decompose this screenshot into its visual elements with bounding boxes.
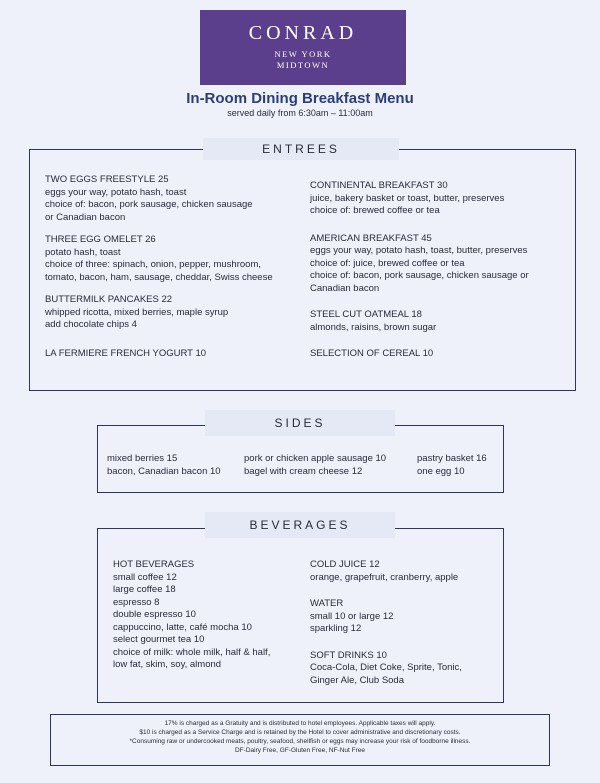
entrees-heading: ENTREES [203,138,399,160]
footer-line: $10 is charged as a Service Charge and is retained by the Hotel to cover administrative and discretionary costs. [139,729,461,736]
logo-city-line2: MIDTOWN [276,60,330,70]
menu-item [310,180,572,218]
item-desc: small 10 or large 12 [310,610,394,622]
menu-item [45,234,300,284]
item-desc: eggs your way, potato hash, toast [45,186,187,198]
sides-column-1 [107,453,242,478]
item-desc: juice, bakery basket or toast, butter, preserves [310,192,505,204]
item-desc: whipped ricotta, mixed berries, maple syrup [45,306,229,318]
item-desc: choice of: juice, brewed coffee or tea [310,257,465,269]
beverages-heading: BEVERAGES [205,512,395,538]
sides-column-3 [417,453,502,478]
menu-item [310,348,572,361]
item-desc: double espresso 10 [113,609,196,620]
logo-city [200,49,406,71]
side-item: pastry basket 16 [417,453,487,464]
item-desc: espresso 8 [113,596,160,608]
item-name: BUTTERMILK PANCAKES 22 [45,294,173,305]
item-name: SELECTION OF CEREAL 10 [310,348,434,359]
item-name: STEEL CUT OATMEAL 18 [310,309,422,320]
beverages-left-column [113,559,308,672]
menu-item [45,348,300,361]
menu-item [310,309,572,334]
item-desc: or Canadian bacon [45,211,126,223]
item-desc: potato hash, toast [45,246,121,258]
item-desc: choice of: bacon, pork sausage, chicken sausage [45,199,253,210]
menu-item [45,294,300,332]
item-desc: choice of three: spinach, onion, pepper, mushroom, [45,259,261,270]
bev-group-soft [310,650,500,688]
item-desc: choice of: brewed coffee or tea [310,205,440,216]
item-desc: eggs your way, potato hash, toast, butter, preserves [310,245,528,256]
item-desc: low fat, skim, soy, almond [113,659,222,670]
side-item: bacon, Canadian bacon 10 [107,465,221,477]
item-desc: sparkling 12 [310,623,362,634]
item-name: TWO EGGS FREESTYLE 25 [45,174,169,185]
beverages-right-column [310,559,500,697]
side-item: bagel with cream cheese 12 [244,465,363,477]
item-desc: small coffee 12 [113,571,177,583]
item-name: AMERICAN BREAKFAST 45 [310,232,432,244]
item-name: SOFT DRINKS 10 [310,649,387,661]
entrees-left-column [45,174,300,370]
bev-group-hot [113,559,308,672]
logo-city-line1: NEW YORK [274,49,332,59]
sides-heading: SIDES [205,410,395,436]
entrees-right-column [310,180,572,371]
logo-brand: CONRAD [248,22,358,44]
item-desc: choice of milk: whole milk, half & half, [113,646,271,658]
conrad-logo [200,10,406,85]
footer-line: *Consuming raw or undercooked meats, poultry, seafood, shellfish or eggs may increase your risk of foodborne illness. [129,738,471,745]
item-desc: cappuccino, latte, café mocha 10 [113,621,252,633]
footer-line: 17% is charged as a Gratuity and is distributed to hotel employees. Applicable taxes will apply. [164,720,436,727]
item-desc: large coffee 18 [113,584,176,595]
side-item: mixed berries 15 [107,453,178,464]
item-name: HOT BEVERAGES [113,559,195,570]
item-desc: select gourmet tea 10 [113,634,205,645]
sides-column-2 [244,453,416,478]
item-desc: Ginger Ale, Club Soda [310,674,405,686]
item-name: COLD JUICE 12 [310,559,380,570]
item-desc: tomato, bacon, ham, sausage, cheddar, Swiss cheese [45,271,273,283]
item-desc: almonds, raisins, brown sugar [310,321,437,333]
item-desc: choice of: bacon, pork sausage, chicken sausage or [310,270,529,281]
item-desc: Canadian bacon [310,282,380,294]
item-desc: Coca-Cola, Diet Coke, Sprite, Tonic, [310,662,462,673]
item-name: WATER [310,598,344,609]
item-name: CONTINENTAL BREAKFAST 30 [310,180,448,191]
footer-notes [50,719,550,755]
menu-subtitle: served daily from 6:30am – 11:00am [227,108,373,118]
menu-title: In-Room Dining Breakfast Menu [186,90,414,107]
side-item: one egg 10 [417,465,465,477]
item-desc: orange, grapefruit, cranberry, apple [310,571,459,583]
menu-item [45,174,300,224]
item-name: THREE EGG OMELET 26 [45,234,156,245]
footer-line: DF-Dairy Free, GF-Gluten Free, NF-Nut Free [234,747,366,754]
item-name: LA FERMIERE FRENCH YOGURT 10 [45,347,207,359]
bev-group-water [310,598,500,636]
menu-item [310,233,572,296]
item-desc: add chocolate chips 4 [45,319,137,330]
bev-group-cold [310,559,500,584]
side-item: pork or chicken apple sausage 10 [244,453,387,464]
